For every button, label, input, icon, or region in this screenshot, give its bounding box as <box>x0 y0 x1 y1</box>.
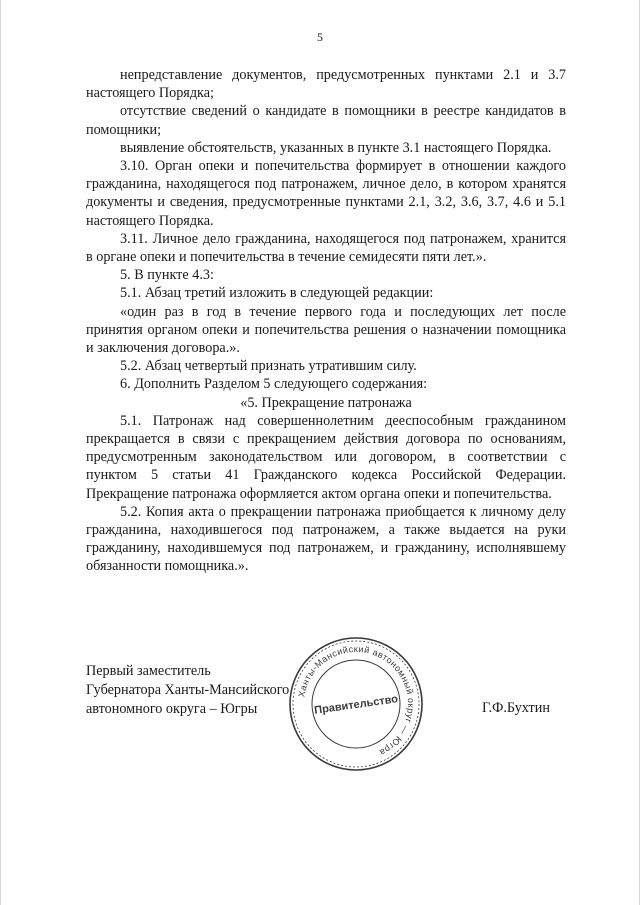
seal-ring-text: Ханты-Мансийский автономный округ — Югра <box>296 643 417 758</box>
page-number: 5 <box>317 30 323 44</box>
paragraph: выявление обстоятельств, указанных в пункте 3.1 настоящего Порядка. <box>120 139 552 156</box>
paragraph: отсутствие сведений о кандидате в помощники в реестре кандидатов в помощники; <box>86 103 566 138</box>
signatory-position-line: Первый заместитель <box>86 663 211 679</box>
seal-center-text: Правительство <box>313 693 399 717</box>
signatory-position-line: автономного округа – Югры <box>86 701 258 717</box>
section-heading: «5. Прекращение патронажа <box>240 394 412 411</box>
scan-edge-left <box>0 0 1 905</box>
paragraph: 6. Дополнить Разделом 5 следующего содержания: <box>120 376 428 393</box>
paragraph: 3.11. Личное дело гражданина, находящегося под патронажем, хранится в органе опеки и попечительства в течение семидесяти пяти лет.». <box>86 230 566 266</box>
paragraph: 5. В пункте 4.3: <box>120 267 214 284</box>
paragraph: 5.2. Абзац четвертый признать утратившим силу. <box>120 358 417 375</box>
signatory-position-line: Губернатора Ханты-Мансийского <box>86 682 290 698</box>
paragraph: «один раз в год в течение первого года и последующих лет после принятия органом опеки и попечительства решения о назначении помощника и заключения договора.». <box>86 303 566 357</box>
signatory-position <box>86 662 289 719</box>
paragraph: 5.2. Копия акта о прекращении патронажа приобщается к личному делу гражданина, находившегося под патронажем, а также выдается на руки гражданину, находившемуся под патронажем, и гражданину, исполнявшему обязанности помощника.». <box>86 503 566 575</box>
signatory-name: Г.Ф.Бухтин <box>482 700 550 716</box>
paragraph: 5.1. Абзац третий изложить в следующей редакции: <box>120 285 434 302</box>
official-seal <box>286 634 426 774</box>
paragraph: 3.10. Орган опеки и попечительства формирует в отношении каждого гражданина, находящегося под патронажем, личное дело, в котором хранятся документы и сведения, предусмотренные пунктами 2.1, 3.2, 3.6, 3.7, 4.6 и 5.1 настоящего Порядка. <box>86 158 566 229</box>
paragraph: непредставление документов, предусмотренных пунктами 2.1 и 3.7 настоящего Порядка; <box>86 67 566 102</box>
body-text <box>86 66 566 576</box>
paragraph: 5.1. Патронаж над совершеннолетним дееспособным гражданином прекращается в связи с прекращением действия договора по основаниям, предусмотренным законодательством или договором, в соответствии с пунктом 5 статьи 41 Гражданского кодекса Российской Федерации. Прекращение патронажа оформляется актом органа опеки и попечительства. <box>86 412 566 502</box>
